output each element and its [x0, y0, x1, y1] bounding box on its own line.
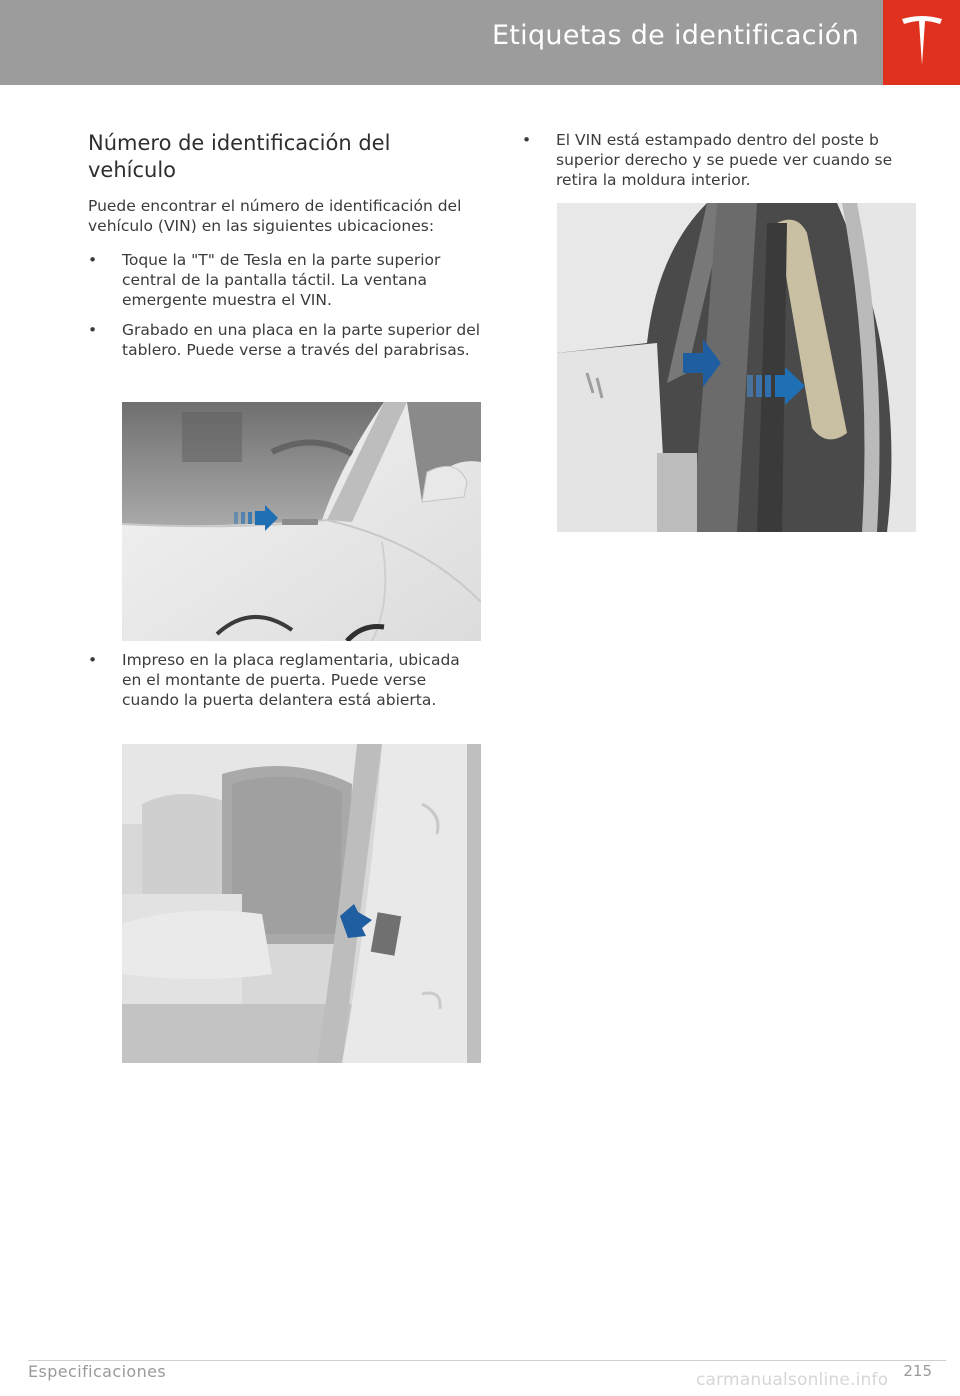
bullet-item — [522, 130, 916, 190]
left-column-lower — [88, 650, 488, 720]
right-column — [522, 130, 922, 190]
bullet-text: Toque la "T" de Tesla en la parte superior central de la pantalla táctil. La ventana emergente muestra el VIN. — [122, 251, 441, 309]
footer-divider — [28, 1360, 946, 1361]
logo-box — [883, 0, 960, 85]
bullet-item — [88, 320, 482, 360]
windshield-vin-illustration — [122, 402, 481, 641]
page-number: 215 — [903, 1362, 932, 1380]
bullet-text: El VIN está estampado dentro del poste b superior derecho y se puede ver cuando se retira la moldura interior. — [556, 131, 893, 189]
bullet-text: Impreso en la placa reglamentaria, ubicada en el montante de puerta. Puede verse cuando la puerta delantera está abierta. — [122, 651, 460, 709]
watermark: carmanualsonline.info — [696, 1370, 889, 1390]
door-jamb-label-illustration — [122, 744, 481, 1063]
intro-paragraph: Puede encontrar el número de identificación del vehículo (VIN) en las siguientes ubicaciones: — [88, 197, 462, 235]
bullet-dot-icon: • — [522, 131, 532, 149]
bullet-text: Grabado en una placa en la parte superior del tablero. Puede verse a través del parabrisas. — [122, 321, 481, 359]
header-bar — [0, 0, 883, 85]
section-title: Número de identificación del vehículo — [88, 131, 391, 182]
b-pillar-vin-illustration — [557, 203, 916, 532]
tesla-logo-icon — [901, 15, 943, 67]
bullet-item — [88, 250, 478, 310]
footer-section-name: Especificaciones — [28, 1362, 167, 1381]
bullet-dot-icon: • — [88, 321, 98, 339]
left-column — [88, 130, 488, 370]
bullet-item — [88, 650, 478, 710]
bullet-dot-icon: • — [88, 651, 98, 669]
page-title: Etiquetas de identificación — [491, 20, 859, 51]
bullet-dot-icon: • — [88, 251, 98, 269]
